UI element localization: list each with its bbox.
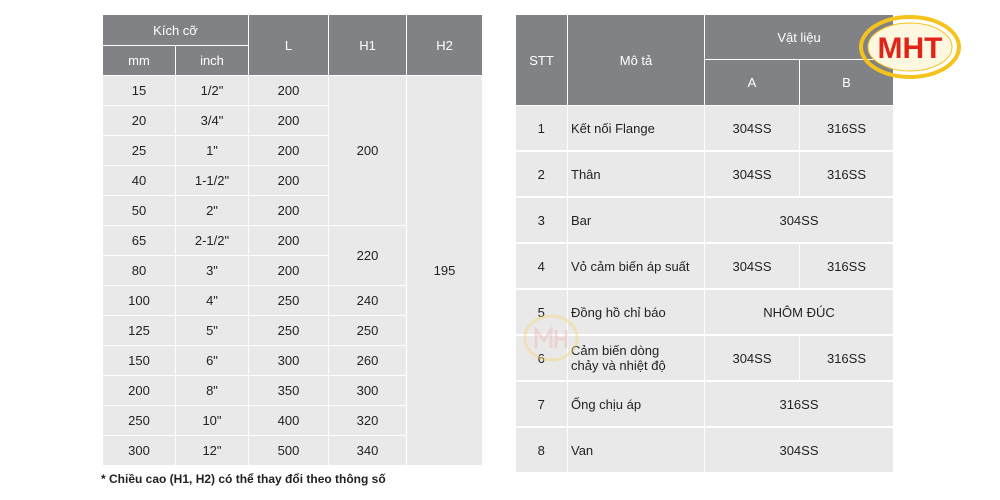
table-row bbox=[103, 76, 483, 106]
cell-mm: 80 bbox=[103, 256, 176, 286]
cell-h2-all: 195 bbox=[407, 76, 483, 466]
cell-l: 200 bbox=[249, 106, 329, 136]
cell-description: Van bbox=[568, 427, 705, 473]
cell-inch: 10" bbox=[176, 406, 249, 436]
cell-mm: 25 bbox=[103, 136, 176, 166]
cell-inch: 6" bbox=[176, 346, 249, 376]
cell-material-a: 304SS bbox=[705, 151, 800, 197]
header-stt: STT bbox=[516, 15, 568, 106]
cell-inch: 2-1/2" bbox=[176, 226, 249, 256]
cell-description: Ống chịu áp bbox=[568, 381, 705, 427]
table-row bbox=[516, 151, 894, 197]
cell-stt: 8 bbox=[516, 427, 568, 473]
cell-stt: 5 bbox=[516, 289, 568, 335]
cell-mm: 100 bbox=[103, 286, 176, 316]
header-material-a: A bbox=[705, 60, 800, 106]
cell-material-a: 304SS bbox=[705, 243, 800, 289]
cell-description: Thân bbox=[568, 151, 705, 197]
header-description: Mô tả bbox=[568, 15, 705, 106]
cell-mm: 50 bbox=[103, 196, 176, 226]
cell-inch: 12" bbox=[176, 436, 249, 466]
cell-stt: 2 bbox=[516, 151, 568, 197]
cell-h1-group-1: 200 bbox=[329, 76, 407, 226]
header-mm: mm bbox=[103, 46, 176, 76]
cell-h1: 300 bbox=[329, 376, 407, 406]
cell-inch: 1-1/2" bbox=[176, 166, 249, 196]
table-row bbox=[516, 427, 894, 473]
cell-h1: 340 bbox=[329, 436, 407, 466]
cell-l: 500 bbox=[249, 436, 329, 466]
cell-material-a: 304SS bbox=[705, 335, 800, 381]
cell-l: 250 bbox=[249, 286, 329, 316]
cell-inch: 4" bbox=[176, 286, 249, 316]
cell-inch: 2" bbox=[176, 196, 249, 226]
table-row bbox=[516, 106, 894, 152]
cell-l: 200 bbox=[249, 226, 329, 256]
cell-stt: 7 bbox=[516, 381, 568, 427]
cell-inch: 5" bbox=[176, 316, 249, 346]
cell-inch: 8" bbox=[176, 376, 249, 406]
cell-description: Kết nối Flange bbox=[568, 106, 705, 152]
cell-stt: 1 bbox=[516, 106, 568, 152]
footnote: * Chiều cao (H1, H2) có thể thay đổi theo thông số bbox=[101, 472, 386, 486]
cell-stt: 4 bbox=[516, 243, 568, 289]
cell-l: 200 bbox=[249, 136, 329, 166]
materials-table bbox=[515, 14, 894, 474]
cell-h1-group-2: 220 bbox=[329, 226, 407, 286]
cell-l: 300 bbox=[249, 346, 329, 376]
cell-material-b: 316SS bbox=[800, 243, 894, 289]
cell-description: Vỏ cảm biến áp suất bbox=[568, 243, 705, 289]
cell-h1: 260 bbox=[329, 346, 407, 376]
cell-l: 200 bbox=[249, 256, 329, 286]
mht-logo-icon bbox=[858, 14, 962, 80]
header-h1: H1 bbox=[329, 15, 407, 76]
dimensions-table bbox=[102, 14, 483, 466]
cell-description: Bar bbox=[568, 197, 705, 243]
cell-material-a: 304SS bbox=[705, 106, 800, 152]
cell-mm: 300 bbox=[103, 436, 176, 466]
cell-material-b: 316SS bbox=[800, 106, 894, 152]
cell-l: 400 bbox=[249, 406, 329, 436]
cell-inch: 1" bbox=[176, 136, 249, 166]
cell-stt: 6 bbox=[516, 335, 568, 381]
cell-material-both: NHÔM ĐÚC bbox=[705, 289, 894, 335]
cell-mm: 200 bbox=[103, 376, 176, 406]
cell-h1: 320 bbox=[329, 406, 407, 436]
cell-mm: 40 bbox=[103, 166, 176, 196]
header-inch: inch bbox=[176, 46, 249, 76]
cell-material-b: 316SS bbox=[800, 151, 894, 197]
cell-l: 350 bbox=[249, 376, 329, 406]
description-line-1: Cảm biến dòng bbox=[571, 343, 660, 358]
cell-description: Đồng hồ chỉ báo bbox=[568, 289, 705, 335]
cell-mm: 20 bbox=[103, 106, 176, 136]
cell-stt: 3 bbox=[516, 197, 568, 243]
logo-text: MHT bbox=[877, 32, 943, 65]
header-l: L bbox=[249, 15, 329, 76]
cell-inch: 3" bbox=[176, 256, 249, 286]
table-row bbox=[516, 381, 894, 427]
cell-material-both: 304SS bbox=[705, 427, 894, 473]
cell-inch: 1/2" bbox=[176, 76, 249, 106]
watermark-logo-icon bbox=[522, 312, 580, 364]
cell-l: 200 bbox=[249, 76, 329, 106]
header-h2: H2 bbox=[407, 15, 483, 76]
cell-material-both: 304SS bbox=[705, 197, 894, 243]
header-size: Kích cỡ bbox=[103, 15, 249, 46]
header-material: Vật liệu bbox=[705, 15, 894, 60]
cell-l: 250 bbox=[249, 316, 329, 346]
table-row bbox=[516, 243, 894, 289]
cell-mm: 150 bbox=[103, 346, 176, 376]
table-row bbox=[516, 197, 894, 243]
cell-h1: 240 bbox=[329, 286, 407, 316]
cell-h1: 250 bbox=[329, 316, 407, 346]
cell-mm: 250 bbox=[103, 406, 176, 436]
description-line-2: chảy và nhiệt độ bbox=[571, 358, 666, 373]
cell-mm: 65 bbox=[103, 226, 176, 256]
header-material-b: B bbox=[800, 60, 894, 106]
cell-mm: 15 bbox=[103, 76, 176, 106]
cell-material-both: 316SS bbox=[705, 381, 894, 427]
cell-l: 200 bbox=[249, 166, 329, 196]
cell-l: 200 bbox=[249, 196, 329, 226]
cell-inch: 3/4" bbox=[176, 106, 249, 136]
cell-mm: 125 bbox=[103, 316, 176, 346]
cell-description bbox=[568, 335, 705, 381]
cell-material-b: 316SS bbox=[800, 335, 894, 381]
